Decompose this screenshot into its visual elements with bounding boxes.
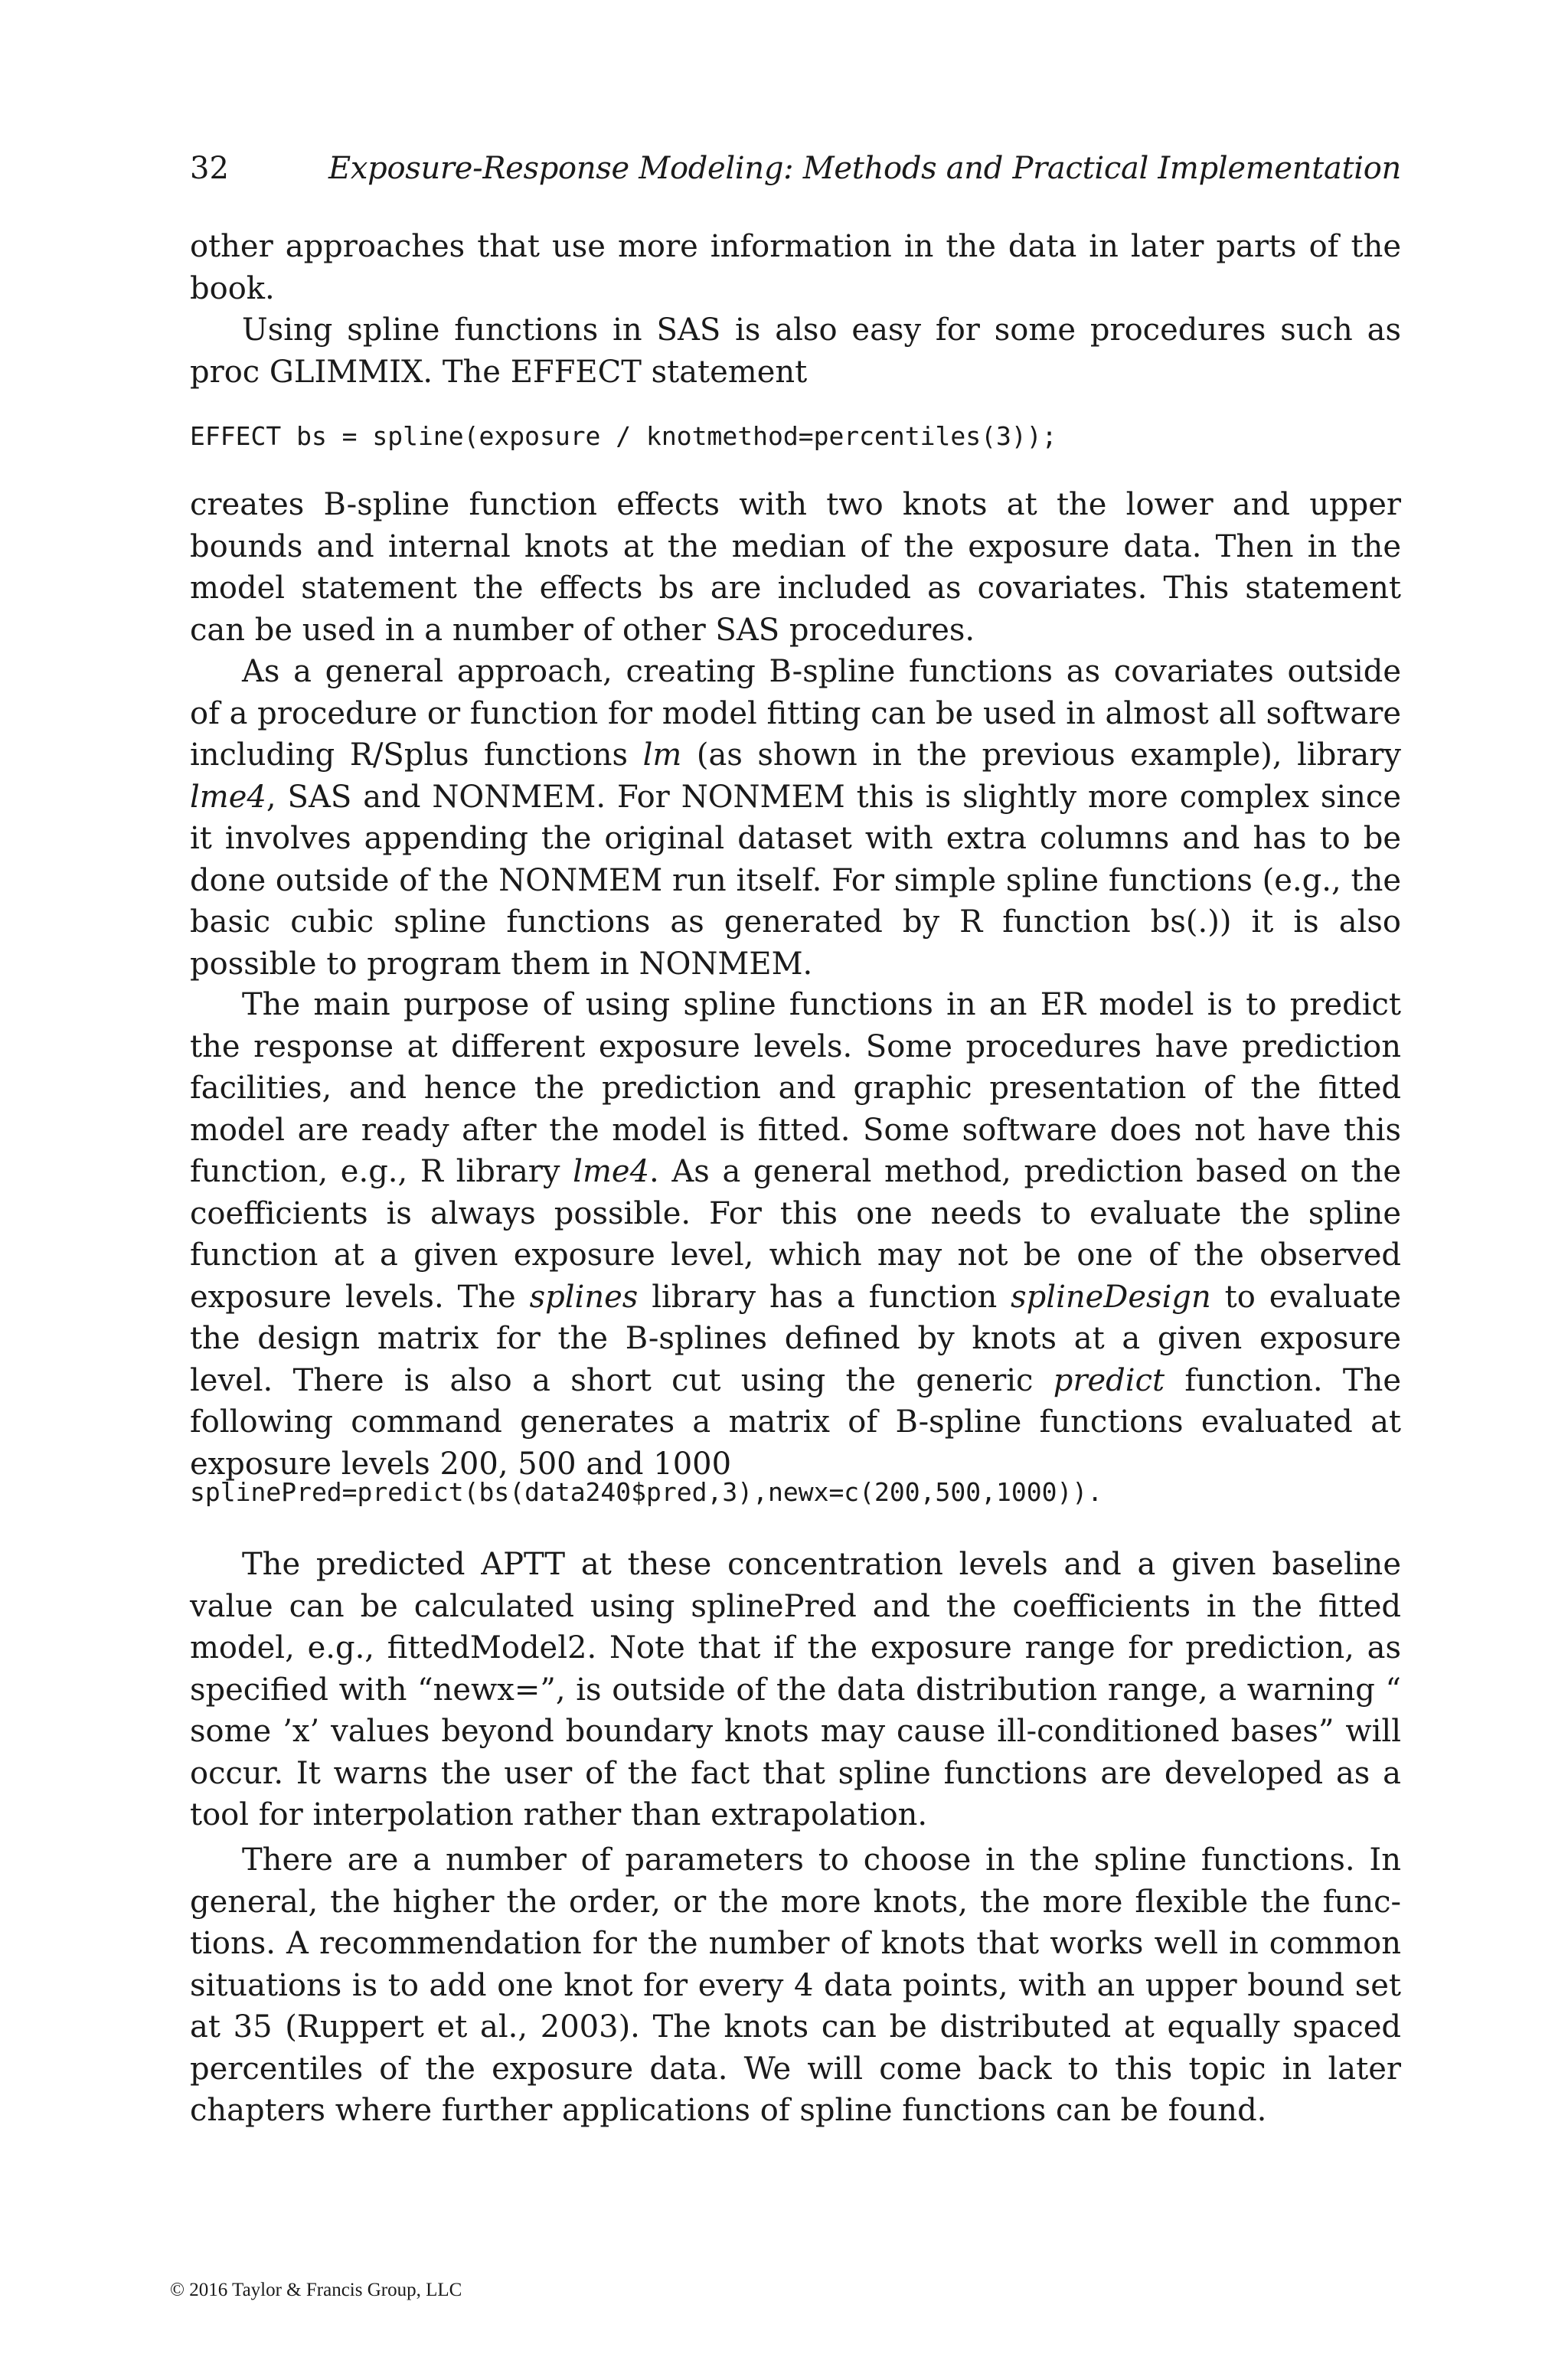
- p4-text-c: , SAS and NONMEM. For NONMEM this is slightly more complex since it involves appending the original dataset with extra columns and has to be done outside of the NONMEM run itself. For simple spline functions (e.g., the basic cubic spline functions as generated by R function bs(.)) it is also possible to program them in NONMEM.: [190, 779, 1401, 982]
- paragraph-general-approach: [190, 651, 1401, 985]
- p5-text-c: library has a function: [638, 1279, 1011, 1315]
- p5-text-d: to evaluate the design matrix for the B-splines defined by knots at a given exposure level. There is also a short cut using the generic: [190, 1279, 1401, 1398]
- running-head: [190, 145, 1401, 191]
- paragraph-prediction: [190, 984, 1401, 1485]
- p4-text-a: As a general approach, creating B-spline functions as covariates outside of a procedure or function for model fitting can be used in almost all software including R/Splus functions: [190, 654, 1401, 773]
- page-number: 32: [190, 151, 229, 186]
- p5-text-b: . As a general method, prediction based on the coefficients is always possible. For this one needs to evaluate the spline function at a given exposure level, which may not be one of the observed exposure levels. The: [190, 1154, 1402, 1315]
- code-effect-statement: EFFECT bs = spline(exposure / knotmethod=percentiles(3));: [190, 421, 1057, 451]
- p5-predict: predict: [1053, 1362, 1165, 1398]
- p4-lm: lm: [642, 737, 682, 773]
- p4-lme4: lme4: [190, 779, 266, 815]
- paragraph-bspline-effects: creates B-spline function effects with two knots at the lower and upper bounds and internal knots at the median of the exposure data. Then in the model statement the effects bs are included as covariates. This statement can be used in a number of other SAS procedures.: [190, 487, 1401, 648]
- code-spline-pred: splinePred=predict(bs(data240$pred,3),newx=c(200,500,1000)).: [190, 1477, 1103, 1507]
- paragraph-continuation: other approaches that use more information in the data in later parts of the book.: [190, 229, 1401, 306]
- paragraph-parameters: There are a number of parameters to choose in the spline functions. In general, the higher the order, or the more knots, the more flexible the functions. A recommendation for the number of knots that works well in common situations is to add one knot for every 4 data points, with an upper bound set at 35 (Ruppert et al., 2003). The knots can be distributed at equally spaced percentiles of the exposure data. We will come back to this topic in later chapters where further applications of spline functions can be found.: [190, 1842, 1401, 2128]
- paragraph-predicted-aptt: The predicted APTT at these concentration levels and a given baseline value can be calculated using splinePred and the coefficients in the fitted model, e.g., fittedModel2. Note that if the exposure range for prediction, as specified with “newx=”, is outside of the data distribution range, a warning “ some ’x’ values beyond boundary knots may cause ill-conditioned bases” will occur. It warns the user of the fact that spline functions are developed as a tool for interpolation rather than extrapolation.: [190, 1547, 1401, 1832]
- p5-lme4: lme4: [573, 1154, 650, 1189]
- p5-text-e: function. The following command generates a matrix of B-spline functions evaluated at exposure levels 200, 500 and 1000: [190, 1362, 1401, 1482]
- paragraph-sas-effect-intro: Using spline functions in SAS is also easy for some procedures such as proc GLIMMIX. The EFFECT statement: [190, 312, 1401, 390]
- book-title: Exposure-Response Modeling: Methods and Practical Implementation: [328, 151, 1401, 186]
- p5-text-a: The main purpose of using spline functions in an ER model is to predict the response at different exposure levels. Some procedures have prediction facilities, and hence the prediction and graphic presentation of the fitted model are ready after the model is fitted. Some software does not have this function, e.g., R library: [190, 987, 1401, 1189]
- p5-splines: splines: [529, 1279, 639, 1315]
- p4-text-b: (as shown in the previous example), library: [681, 737, 1401, 773]
- copyright-footer: © 2016 Taylor & Francis Group, LLC: [170, 2280, 462, 2300]
- p5-splinedesign: splineDesign: [1011, 1279, 1211, 1315]
